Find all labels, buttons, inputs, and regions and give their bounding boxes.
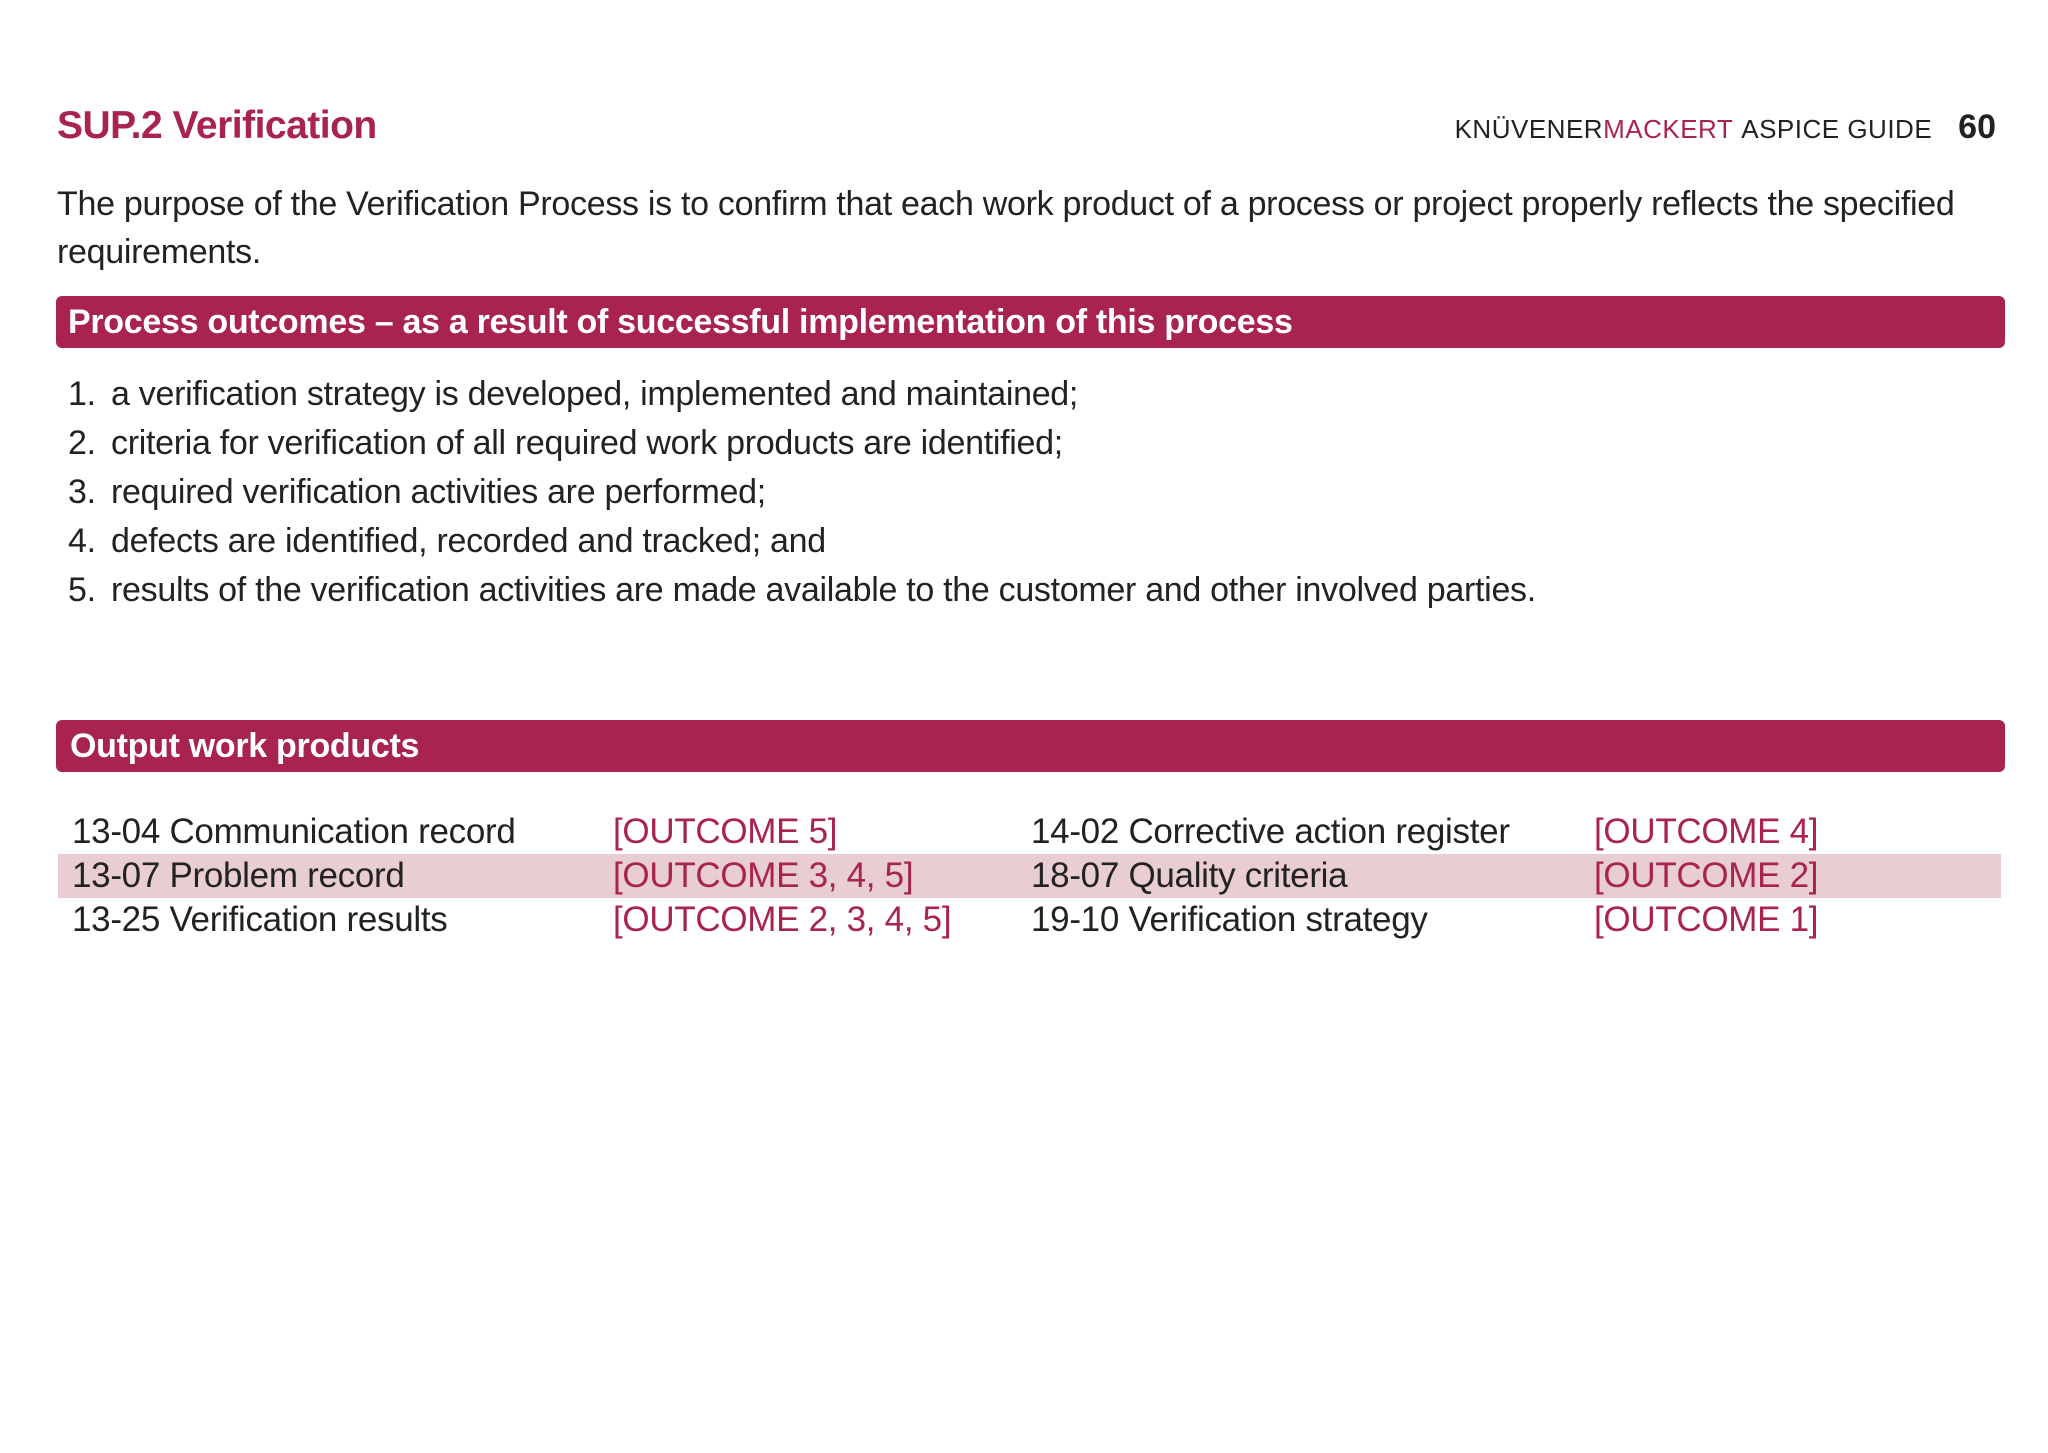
work-product-outcome-ref: [OUTCOME 1] (1594, 900, 1819, 939)
work-product-name: 18-07 Quality criteria (1031, 856, 1348, 895)
list-item-text: defects are identified, recorded and tracked; and (111, 522, 826, 560)
list-item-number: 1. (68, 375, 96, 413)
list-item (68, 566, 1536, 615)
list-item (68, 419, 1536, 468)
table-row (58, 810, 2001, 854)
purpose-statement: The purpose of the Verification Process is to confirm that each work product of a process or project properly reflects the specified requirements. (57, 185, 1955, 271)
list-item-text: a verification strategy is developed, implemented and maintained; (111, 375, 1079, 413)
outcome-list (68, 370, 1536, 615)
page-number: 60 (1958, 108, 1996, 146)
list-item-number: 3. (68, 473, 96, 511)
output-work-products-heading: Output work products (56, 720, 2005, 772)
list-item-text: criteria for verification of all required work products are identified; (111, 424, 1063, 462)
brand-name-part1: KNÜVENER (1454, 114, 1604, 144)
brand-guide-label: ASPICE GUIDE (1741, 114, 1933, 144)
work-product-outcome-ref: [OUTCOME 4] (1594, 812, 1819, 851)
list-item (68, 370, 1536, 419)
guide-header (1455, 108, 1996, 147)
work-product-name: 14-02 Corrective action register (1031, 812, 1510, 851)
list-item-number: 5. (68, 571, 96, 609)
list-item-text: results of the verification activities are made available to the customer and other involved parties. (111, 571, 1536, 609)
work-products-table (58, 810, 2001, 942)
list-item-text: required verification activities are performed; (111, 473, 766, 511)
page-title: SUP.2 Verification (57, 104, 377, 147)
brand-name-part2: MACKERT (1603, 114, 1734, 144)
work-product-outcome-ref: [OUTCOME 3, 4, 5] (613, 856, 914, 895)
work-product-outcome-ref: [OUTCOME 2, 3, 4, 5] (613, 900, 952, 939)
brand-logo (1455, 114, 1933, 145)
process-outcomes-heading: Process outcomes – as a result of successful implementation of this process (56, 296, 2005, 348)
work-product-name: 13-07 Problem record (72, 856, 405, 895)
work-product-name: 13-25 Verification results (72, 900, 448, 939)
list-item-number: 2. (68, 424, 96, 462)
work-product-outcome-ref: [OUTCOME 5] (613, 812, 838, 851)
list-item (68, 517, 1536, 566)
table-row (58, 854, 2001, 898)
list-item-number: 4. (68, 522, 96, 560)
work-product-name: 13-04 Communication record (72, 812, 516, 851)
list-item (68, 468, 1536, 517)
work-product-outcome-ref: [OUTCOME 2] (1594, 856, 1819, 895)
table-row (58, 898, 2001, 942)
work-product-name: 19-10 Verification strategy (1031, 900, 1428, 939)
